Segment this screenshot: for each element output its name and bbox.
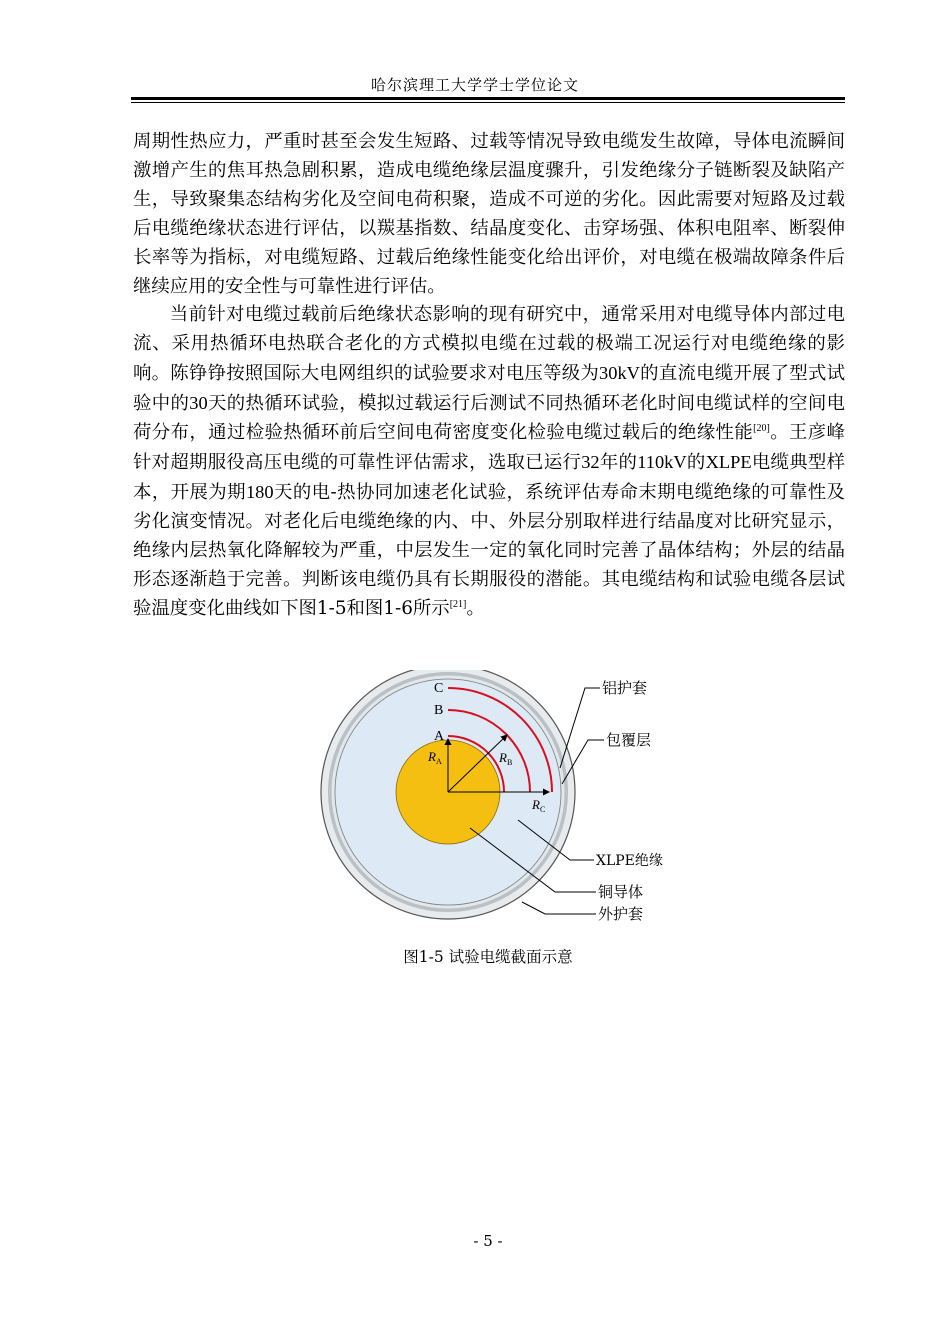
callout-line-outer: [522, 902, 596, 914]
label-c: C: [434, 681, 444, 696]
callout-xlpe: XLPE绝缘: [596, 853, 663, 869]
text-run: 的直流电缆开展了型式试验中的: [133, 363, 845, 415]
callout-outer: 外护套: [598, 905, 644, 923]
callout-copper: 铜导体: [598, 883, 644, 901]
paragraph-1: 周期性热应力，严重时甚至会发生短路、过载等情况导致电缆发生故障，导体电流瞬间激增产生的焦耳热急剧积累，造成电缆绝缘层温度骤升，引发绝缘分子链断裂及缺陷产生，导致聚集态结构劣化及空间电荷积聚，造成不可逆的劣化。因此需要对短路及过载后电缆绝缘状态进行评估，以羰基指数、结晶度变化、击穿场强、体积电阻率、断裂伸长率等为指标，对电缆短路、过载后绝缘性能变化给出评价，对电缆在极端故障条件后继续应用的安全性与可靠性进行评估。: [133, 131, 845, 297]
text-run: 年的: [599, 451, 638, 473]
label-rb: $R_B$: [499, 750, 513, 767]
text-run: 30kV: [599, 363, 640, 384]
paragraph-2: [133, 301, 845, 623]
cable-cross-section-diagram: [300, 670, 680, 940]
text-run: 32: [581, 451, 600, 472]
text-run: 110kV: [637, 451, 687, 472]
text-run: 当前针对电缆过载前后绝缘状态影响的现有研究中，通常采用对电缆导体内部过电流、采用热循环电热联合老化的方式模拟电缆在过载的极端工况运行对电缆绝缘的影响。陈铮铮按照国际大电网组织的试验要求对电压等级为: [133, 304, 845, 385]
text-run: 天的热循环试验，模拟过载运行后测试不同热循环老化时间电缆试样的空间电荷分布，通过检验热循环前后空间电荷密度变化检验电缆过载后的绝缘性能: [133, 393, 845, 444]
running-header: 哈尔滨理工大学学士学位论文: [370, 76, 579, 94]
text-run: 电缆典型样本，开展为期: [133, 451, 845, 503]
callout-al-sheath: 铝护套: [602, 679, 648, 697]
text-run: 的: [686, 451, 706, 473]
label-ra: $R_A$: [428, 749, 442, 766]
text-run: 。王彦峰针对超期服役高压电缆的可靠性评估需求，选取已运行: [133, 422, 845, 473]
text-run: 30: [189, 393, 208, 414]
text-run: XLPE: [705, 451, 752, 472]
page-number: - 5 -: [473, 1232, 503, 1250]
text-run: 180: [245, 481, 274, 502]
header-rule: [131, 97, 845, 100]
citation-ref-20: [20]: [753, 423, 770, 435]
label-b: B: [434, 703, 444, 718]
text-run: 。: [466, 597, 485, 619]
body-text: [133, 128, 845, 623]
figure-caption: 图1-5 试验电缆截面示意: [403, 948, 573, 966]
label-a: A: [434, 729, 445, 744]
cable-cross-section-figure: [300, 670, 680, 940]
label-rc: $R_C$: [532, 797, 546, 814]
callout-wrap: 包覆层: [606, 731, 652, 749]
text-run: 天的电-热协同加速老化试验，系统评估寿命末期电缆绝缘的可靠性及劣化演变情况。对老化后电缆绝缘的内、中、外层分别取样进行结晶度对比研究显示，绝缘内层热氧化降解较为严重，中层发生一定的氧化同时完善了晶体结构；外层的结晶形态逐渐趋于完善。判断该电缆仍具有长期服役的潜能。其电缆结构和试验电缆各层试验温度变化曲线如下图1-5和图1-6所示: [133, 481, 845, 619]
citation-ref-21: [21]: [449, 598, 467, 610]
header-rule-thin: [131, 102, 845, 103]
